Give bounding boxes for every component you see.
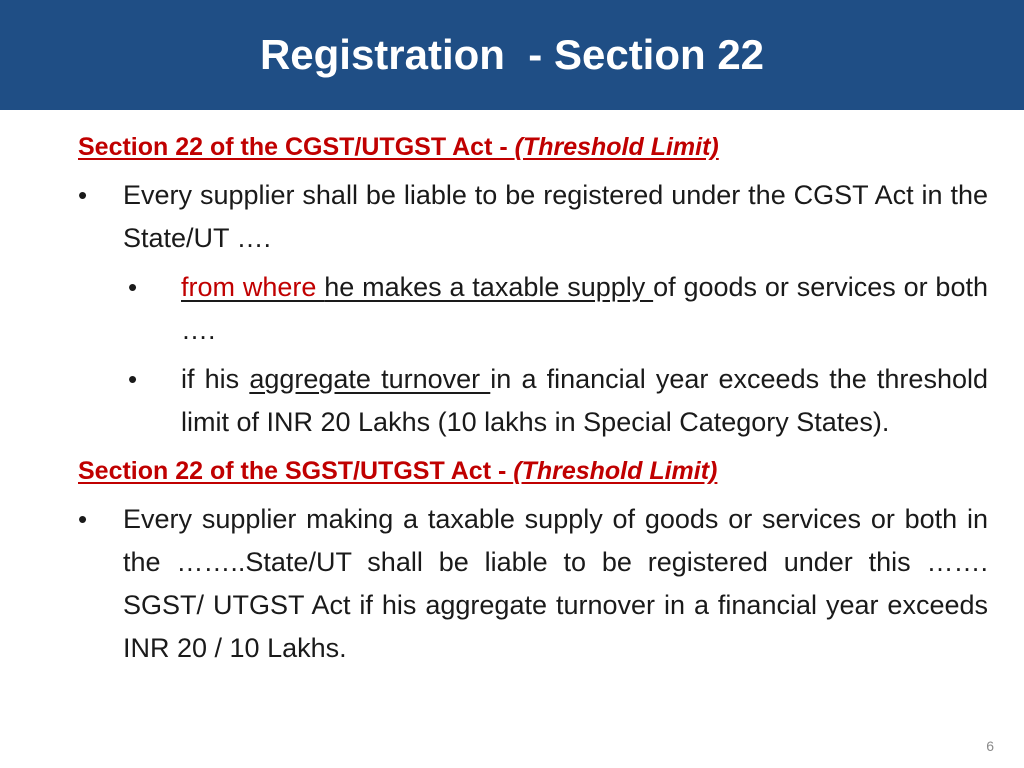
subbullet-from-where-rest: of goods or services or both …. [181, 272, 988, 345]
title-bar [0, 0, 1024, 110]
section-heading-cgst [78, 126, 988, 168]
section-heading-cgst-main: Section 22 of the CGST/UTGST Act - [78, 133, 515, 161]
slide-title: Registration - Section 22 [259, 31, 765, 78]
section-heading-sgst-main: Section 22 of the SGST/UTGST Act - [78, 457, 514, 485]
subbullet-aggregate-rest: in a financial year exceeds the threshold limit of INR 20 Lakhs (10 lakhs in Special Category States). [181, 364, 988, 437]
bullet-icon: • [128, 364, 138, 394]
bullet-sgst-main-text: Every supplier making a taxable supply of goods or services or both in the ……..State/UT shall be liable to be registered under this ……. SGST/ UTGST Act if his aggregate turnover in a financial year exceeds INR 20 / 10 Lakhs. [123, 504, 988, 663]
subbullet-from-where-red: from where [181, 272, 325, 302]
subbullet-aggregate-turnover [78, 358, 988, 444]
subbullet-from-where [78, 266, 988, 352]
bullet-cgst-main [78, 174, 988, 260]
page-number: 6 [986, 738, 994, 754]
section-heading-cgst-sub: (Threshold Limit) [514, 133, 719, 161]
bullet-cgst-main-text: Every supplier shall be liable to be registered under the CGST Act in the State/UT …. [123, 180, 988, 253]
section-heading-sgst [78, 450, 988, 492]
subbullet-taxable-supply: he makes a taxable supply [324, 272, 654, 302]
bullet-icon: • [128, 272, 138, 302]
bullet-icon: • [78, 504, 88, 534]
slide-content [78, 126, 988, 670]
bullet-sgst-main [78, 498, 988, 670]
subbullet-aggregate-pre: if his [181, 364, 250, 394]
section-heading-sgst-sub: (Threshold Limit) [513, 457, 718, 485]
subbullet-from-where-underlined [181, 272, 653, 302]
subbullet-aggregate-underlined: aggregate turnover [249, 364, 491, 394]
bullet-icon: • [78, 180, 88, 210]
